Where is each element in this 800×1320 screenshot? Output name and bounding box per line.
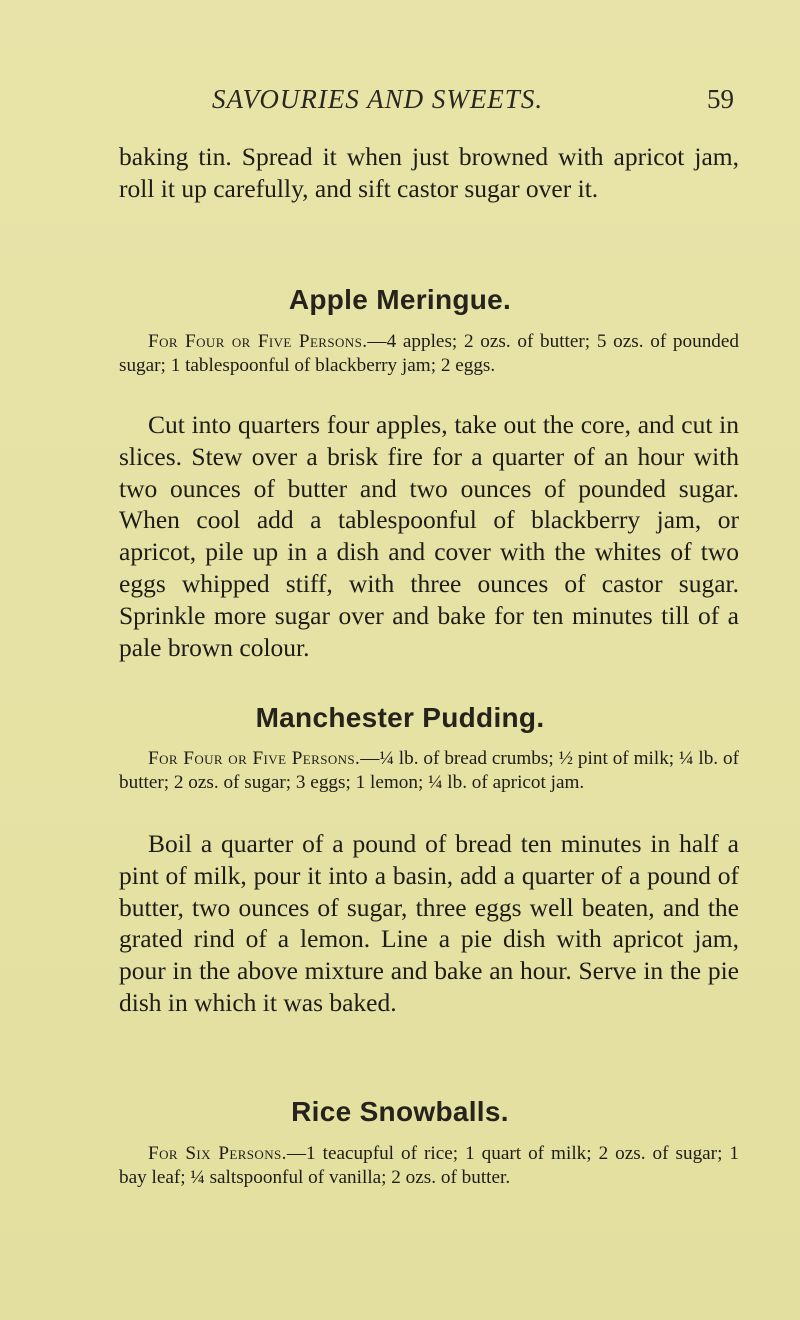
servings-manchester-pudding: For Four or Five Persons. xyxy=(148,748,361,769)
recipe-title-rice-snowballs: Rice Snowballs. xyxy=(291,1096,509,1127)
running-title: SAVOURIES AND SWEETS. xyxy=(212,84,544,114)
page-number: 59 xyxy=(707,84,734,114)
continuation-paragraph: baking tin. Spread it when just browned with apricot jam, roll it up carefully, and sift castor sugar over it. xyxy=(119,142,739,203)
ingredient-list-apple-meringue: —4 apples; 2 ozs. of butter; 5 ozs. of pounded sugar; 1 tablespoonful of blackberry jam; 2 eggs. xyxy=(119,331,739,376)
ingredients-rice-snowballs xyxy=(119,1142,739,1189)
recipe-title-apple-meringue: Apple Meringue. xyxy=(288,284,512,315)
running-head xyxy=(0,84,800,116)
recipe-title-manchester-pudding: Manchester Pudding. xyxy=(255,702,545,733)
ingredient-list-rice-snowballs: —1 teacupful of rice; 1 quart of milk; 2 ozs. of sugar; 1 bay leaf; ¼ saltspoonful of vanilla; 2 ozs. of butter. xyxy=(119,1143,739,1188)
method-apple-meringue: Cut into quarters four apples, take out the core, and cut in slices. Stew over a brisk fire for a quarter of an hour with two ounces of butter and two ounces of pounded sugar. When cool add a tablespoonful of blackberry jam, or apricot, pile up in a dish and cover with the whites of two eggs whipped stiff, with three ounces of castor sugar. Sprinkle more sugar over and bake for ten minutes till of a pale brown colour. xyxy=(119,410,739,662)
ingredients-apple-meringue xyxy=(119,330,739,377)
servings-rice-snowballs: For Six Persons. xyxy=(148,1143,287,1164)
ingredient-list-manchester-pudding: —¼ lb. of bread crumbs; ½ pint of milk; ¼ lb. of butter; 2 ozs. of sugar; 3 eggs; 1 lemon; ¼ lb. of apricot jam. xyxy=(119,748,739,793)
servings-apple-meringue: For Four or Five Persons. xyxy=(148,331,368,352)
ingredients-manchester-pudding xyxy=(119,747,739,794)
method-manchester-pudding: Boil a quarter of a pound of bread ten minutes in half a pint of milk, pour it into a basin, add a quarter of a pound of butter, two ounces of sugar, three eggs well beaten, and the grated rind of a lemon. Line a pie dish with apricot jam, pour in the above mixture and bake an hour. Serve in the pie dish in which it was baked. xyxy=(119,829,739,1017)
